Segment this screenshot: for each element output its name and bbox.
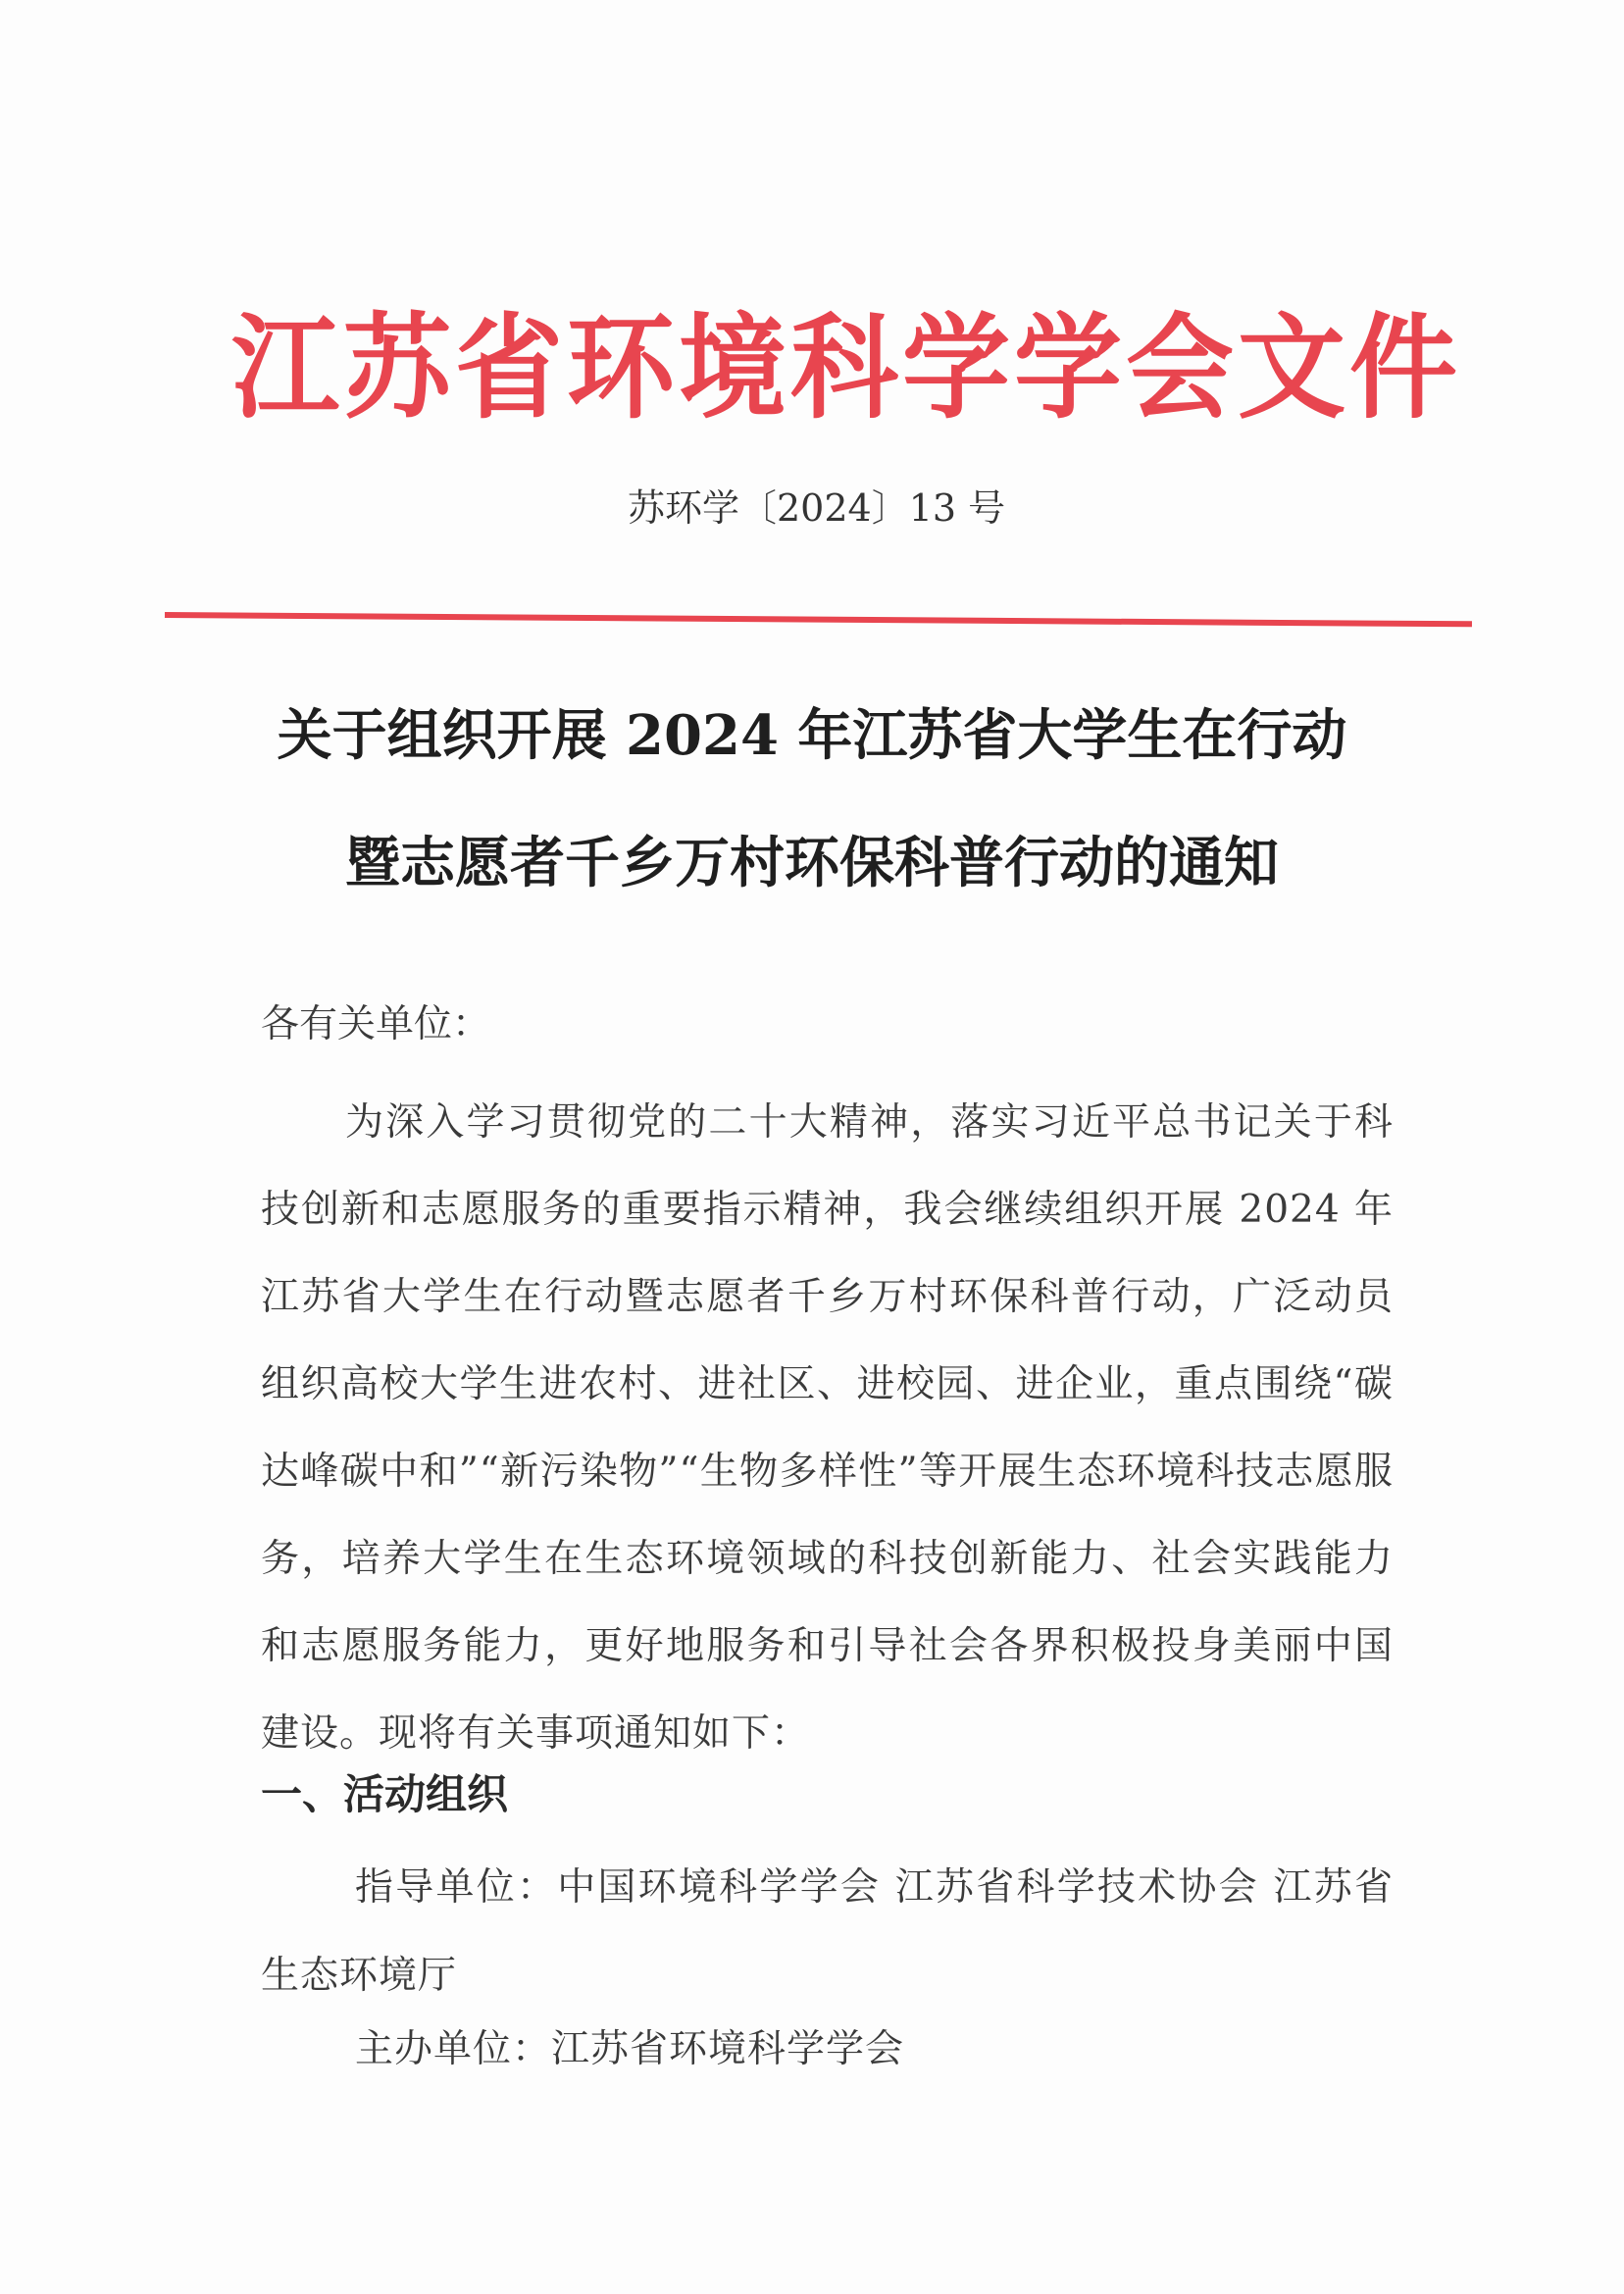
notice-title-line-2: 暨志愿者千乡万村环保科普行动的通知 [345,831,1279,895]
red-divider-line [165,612,1472,627]
intro-paragraph: 为深入学习贯彻党的二十大精神，落实习近平总书记关于科技创新和志愿服务的重要指示精神，我会继续组织开展 2024 年江苏省大学生在行动暨志愿者千乡万村环保科普行动，广泛动员组织高校大学生进农村、进社区、进校园、进企业，重点围绕“碳达峰碳中和”“新污染物”“生物多样性”等开展生态环境科技志愿服务，培养大学生在生态环境领域的科技创新能力、社会实践能力和志愿服务能力，更好地服务和引导社会各界积极投身美丽中国建设。现将有关事项通知如下： [261,1100,1394,1756]
organization-title: 江苏省环境科学学会文件 [231,300,1461,434]
document-number: 苏环学〔2024〕13 号 [628,486,1006,530]
notice-title-line-1: 关于组织开展 2024 年江苏省大学生在行动 [277,703,1347,768]
section-heading-activity-organization: 一、活动组织 [261,1770,509,1818]
guiding-units: 指导单位：中国环境科学学会 江苏省科学技术协会 江苏省生态环境厅 [261,1865,1394,1998]
host-unit: 主办单位：江苏省环境科学学会 [355,2027,905,2071]
salutation: 各有关单位： [261,1002,491,1046]
